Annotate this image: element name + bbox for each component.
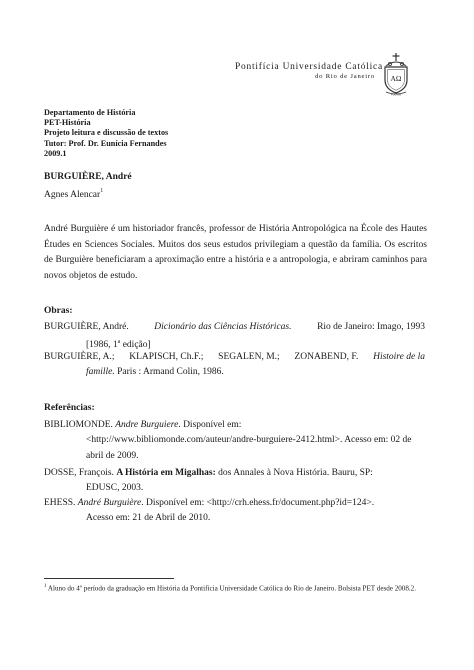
reference-details: dos Annales à Nova História. Bauru, SP: (215, 468, 373, 478)
reference-entry (44, 496, 425, 527)
obra-title-continued: famille. (86, 367, 115, 378)
obra-entry-continuation (44, 365, 425, 380)
student-name-text: Agnes Alencar (44, 190, 101, 201)
obra-author: BURGUIÈRE, André. (44, 322, 129, 332)
references-heading: Referências: (44, 403, 95, 413)
obra-edition-post: edição] (120, 340, 151, 351)
reference-publisher: EDUSC, 2003. (86, 483, 144, 494)
reference-line (44, 496, 425, 511)
reference-title: Andre Burguiere (115, 420, 179, 430)
obra-edition-pre: [1986, 1 (86, 340, 118, 351)
reference-availability[interactable]: . Disponível em: <http://crh.ehess.fr/document.php?id=124>. (141, 498, 375, 508)
reference-author: DOSSE, François. (44, 468, 117, 478)
obra-publisher: Rio de Janeiro: Imago, 1993 (317, 322, 425, 332)
footnote-marker: 1 (100, 188, 104, 194)
obra-coauthor: ZONABEND, F. (294, 352, 359, 362)
tutor-name: Tutor: Prof. Dr. Eunícia Fernandes (44, 138, 167, 148)
student-name (44, 189, 103, 200)
obra-coauthor: KLAPISCH, Ch.F.; (129, 352, 204, 362)
obra-entry (44, 320, 425, 354)
reference-entry (44, 418, 425, 464)
obra-title: Histoire de la (373, 352, 425, 362)
crest-letters: AΩ (390, 74, 402, 83)
reference-line (44, 418, 425, 433)
department-name: Departamento de História (44, 108, 136, 117)
reference-access-date: Acesso em: 21 de Abril de 2010. (86, 513, 211, 524)
reference-url[interactable]: <http://www.bibliomonde.com/auteur/andre-burguiere-2412.html>. Acesso em: 02 de (86, 435, 412, 446)
reference-entry (44, 466, 425, 497)
obra-coauthor: SEGALEN, M.; (218, 352, 280, 362)
program-name: PET-História (44, 118, 91, 128)
footnote-divider (44, 578, 174, 579)
obra-entry-line (44, 320, 425, 335)
reference-line (44, 466, 425, 481)
footnote (44, 582, 427, 594)
reference-author: BIBLIOMONDE. (44, 420, 116, 430)
reference-author: EHESS. (44, 498, 78, 508)
document-header (44, 108, 168, 159)
footnote-number: 1 (44, 584, 47, 589)
obra-title: Dicionário das Ciências Históricas. (154, 322, 292, 332)
obra-entry-line (44, 350, 425, 365)
crest-banner: PUC-Rio (390, 93, 402, 96)
obra-author: BURGUIÈRE, A.; (44, 352, 115, 362)
reference-title: André Burguière (77, 498, 142, 508)
reference-access-date: abril de 2009. (86, 450, 139, 461)
page-title: BURGUIÈRE, André (44, 172, 132, 182)
obra-edition-sup: a (117, 339, 121, 346)
university-name (235, 62, 383, 80)
obra-publisher: Paris : Armand Colin, 1986. (114, 367, 224, 378)
reference-availability: . Disponível em: (178, 420, 242, 430)
intro-paragraph: André Burguière é um historiador francês, professor de História Antropológica na École des Hautes Études en Sciences Sociales. Muitos dos seus estudos privilegiam a questão da família. Os escritos de Burguière beneficiaram a aproximação entre a história e a antropologia, e abriram caminhos para novos objetos de estudo. (44, 224, 427, 281)
obras-heading: Obras: (44, 306, 73, 316)
university-name-line2: do Rio de Janeiro (315, 73, 375, 80)
term: 2009.1 (44, 148, 67, 158)
project-name: Projeto leitura e discussão de textos (44, 128, 169, 138)
university-name-line1: Pontifícia Universidade Católica (235, 62, 383, 72)
obra-entry (44, 350, 425, 381)
university-crest-icon (381, 52, 411, 96)
reference-title: A História em Migalhas: (116, 468, 216, 478)
footnote-text: Aluno do 4º período da graduação em História da Pontifícia Universidade Católica do Rio de Janeiro. Bolsista PET desde 2008.2. (46, 584, 416, 593)
